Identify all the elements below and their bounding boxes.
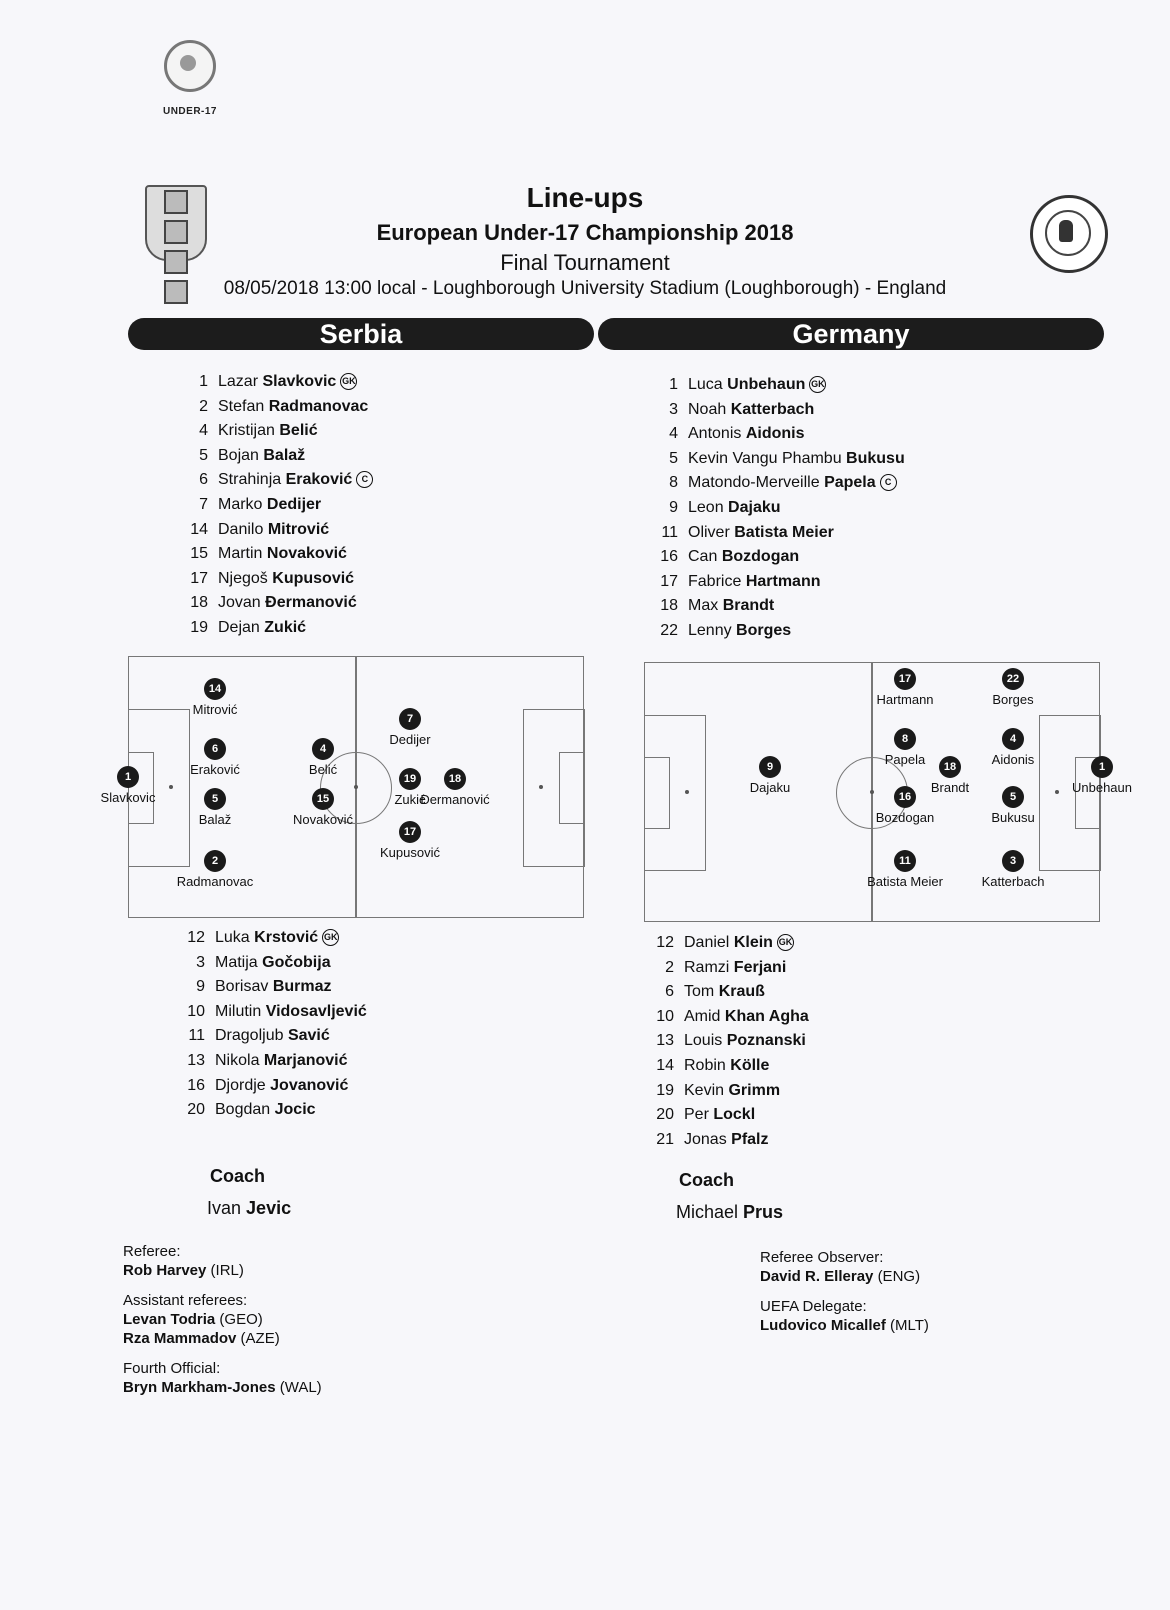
player-first-name: Kevin — [684, 1081, 725, 1099]
player-number: 3 — [196, 953, 205, 971]
player-first-name: Kevin Vangu Phambu — [688, 449, 842, 467]
player-row — [656, 1032, 806, 1054]
player-row — [187, 1052, 348, 1074]
pitch-player — [963, 786, 1063, 825]
player-number-disc: 17 — [894, 668, 916, 690]
assistants-label: Assistant referees: — [123, 1292, 248, 1309]
player-number-disc: 16 — [894, 786, 916, 808]
player-name: Papela — [884, 752, 926, 767]
player-name: Aidonis — [991, 752, 1035, 767]
player-last-name: Batista Meier — [734, 523, 834, 541]
player-first-name: Lenny — [688, 622, 732, 639]
player-first-name: Matija — [215, 953, 258, 971]
player-first-name: Fabrice — [688, 572, 742, 590]
player-first-name: Oliver — [688, 523, 730, 541]
player-last-name: Kölle — [730, 1057, 770, 1074]
player-row — [660, 572, 821, 595]
player-first-name: Strahinja — [218, 471, 282, 489]
player-row — [188, 1027, 330, 1049]
officials-left — [123, 1242, 322, 1397]
delegate-nat: (MLT) — [890, 1317, 929, 1334]
pitch-player — [165, 738, 265, 777]
away-coach-label: Coach — [679, 1170, 735, 1190]
player-number: 17 — [660, 572, 678, 590]
player-last-name: Hartmann — [745, 572, 821, 590]
player-last-name: Krauß — [718, 983, 765, 1001]
player-number: 6 — [199, 471, 208, 489]
player-row — [669, 449, 905, 472]
player-last-name: Đermanović — [265, 594, 357, 612]
player-number: 10 — [187, 1002, 205, 1020]
player-row — [187, 1002, 367, 1025]
player-first-name: Danilo — [218, 520, 264, 538]
player-number-disc: 22 — [1002, 668, 1024, 690]
player-number-disc: 14 — [204, 678, 226, 700]
player-first-name: Njegoš — [218, 569, 268, 587]
player-row — [187, 929, 339, 951]
observer — [760, 1267, 929, 1286]
player-number: 12 — [187, 929, 205, 946]
player-last-name: Katterbach — [730, 400, 815, 418]
fourth-official-label: Fourth Official: — [123, 1360, 221, 1377]
player-row — [669, 400, 815, 423]
player-row — [665, 983, 765, 1005]
player-number: 8 — [669, 474, 678, 492]
player-number: 11 — [661, 523, 678, 541]
home-coach-label: Coach — [210, 1166, 266, 1186]
player-last-name: Brandt — [722, 597, 775, 615]
player-number: 14 — [190, 520, 208, 538]
player-number: 18 — [660, 597, 678, 615]
player-last-name: Slavkovic — [262, 373, 337, 390]
player-first-name: Djordje — [215, 1076, 266, 1094]
player-number: 6 — [665, 983, 674, 1001]
officials-right — [760, 1248, 929, 1335]
assistant-2-name: Rza Mammadov — [123, 1330, 237, 1347]
player-number: 22 — [660, 622, 678, 639]
fourth-official-nat: (WAL) — [279, 1379, 322, 1396]
player-number-disc: 11 — [894, 850, 916, 872]
fourth-official-name: Bryn Markham-Jones — [123, 1379, 276, 1396]
player-last-name: Mitrović — [267, 520, 330, 538]
player-number: 20 — [187, 1101, 205, 1119]
pitch-player — [963, 728, 1063, 767]
player-first-name: Nikola — [215, 1052, 260, 1069]
player-name: Zukić — [394, 792, 426, 807]
player-first-name: Noah — [688, 400, 727, 418]
player-number: 21 — [656, 1130, 674, 1148]
player-row — [199, 446, 306, 469]
player-first-name: Martin — [218, 545, 263, 563]
player-first-name: Tom — [684, 983, 715, 1001]
player-number-disc: 15 — [312, 788, 334, 810]
player-last-name: Bozdogan — [721, 548, 800, 566]
player-row — [669, 425, 805, 447]
player-number-disc: 4 — [312, 738, 334, 760]
player-last-name: Aidonis — [745, 425, 805, 443]
player-row — [199, 397, 369, 420]
observer-nat: (ENG) — [877, 1268, 921, 1285]
player-number: 10 — [656, 1007, 674, 1025]
captain-badge-icon: C — [356, 471, 373, 488]
player-number: 15 — [190, 545, 208, 563]
player-first-name: Milutin — [215, 1002, 262, 1020]
player-first-name: Max — [688, 597, 719, 615]
player-first-name: Daniel — [684, 934, 730, 951]
goalkeeper-badge-icon: GK — [322, 929, 339, 946]
player-first-name: Ramzi — [684, 958, 730, 976]
player-row — [656, 1130, 769, 1153]
player-name: Eraković — [190, 762, 240, 777]
player-number-disc: 18 — [939, 756, 961, 778]
player-row — [190, 520, 330, 543]
player-row — [661, 523, 834, 546]
pitch-player — [405, 768, 505, 807]
delegate — [760, 1316, 929, 1335]
player-last-name: Papela — [824, 474, 876, 492]
player-number: 13 — [187, 1052, 205, 1069]
player-name: Brandt — [930, 780, 970, 795]
player-number: 5 — [669, 449, 678, 467]
assistant-1-name: Levan Todria — [123, 1311, 216, 1328]
player-number: 2 — [199, 397, 208, 415]
player-first-name: Jovan — [218, 594, 261, 612]
player-number-disc: 7 — [399, 708, 421, 730]
left-penalty-spot — [685, 790, 689, 794]
fourth-official — [123, 1378, 322, 1397]
player-row — [665, 958, 787, 981]
pitch-player — [855, 850, 955, 889]
match-info: 08/05/2018 13:00 local - Loughborough University Stadium (Loughborough) - England — [223, 278, 947, 299]
player-last-name: Eraković — [285, 471, 353, 489]
player-last-name: Balaž — [263, 446, 306, 464]
player-last-name: Gočobija — [262, 953, 331, 971]
player-number-disc: 4 — [1002, 728, 1024, 750]
player-row — [199, 496, 322, 518]
player-number: 12 — [656, 934, 674, 951]
player-row — [656, 1106, 756, 1128]
home-team-bar: Serbia — [128, 318, 594, 350]
player-last-name: Jovanović — [270, 1076, 349, 1094]
player-row — [199, 373, 357, 395]
player-number: 14 — [656, 1057, 674, 1074]
player-first-name: Dragoljub — [215, 1027, 284, 1045]
player-row — [656, 1081, 781, 1104]
player-number: 18 — [190, 594, 208, 612]
football-icon — [164, 40, 216, 92]
pitch-player — [1052, 756, 1152, 795]
referee-label: Referee: — [123, 1243, 181, 1260]
player-number-disc: 2 — [204, 850, 226, 872]
player-first-name: Luka — [215, 929, 250, 946]
observer-label: Referee Observer: — [760, 1249, 884, 1266]
player-first-name: Stefan — [218, 397, 265, 415]
player-name: Slavkovic — [100, 790, 156, 805]
player-last-name: Lockl — [713, 1106, 756, 1124]
player-name: Balaž — [198, 812, 232, 827]
away-coach-name — [676, 1202, 783, 1223]
player-row — [669, 499, 781, 521]
goalkeeper-badge-icon: GK — [809, 376, 826, 393]
player-number-disc: 9 — [759, 756, 781, 778]
player-last-name: Grimm — [728, 1081, 781, 1099]
player-last-name: Radmanovac — [268, 397, 369, 415]
home-coach-name — [207, 1198, 291, 1219]
referee — [123, 1261, 322, 1280]
player-number: 3 — [669, 400, 678, 418]
pitch-player — [720, 756, 820, 795]
pitch-player — [165, 788, 265, 827]
player-row — [669, 376, 826, 398]
player-last-name: Kupusović — [272, 569, 355, 587]
player-number-disc: 3 — [1002, 850, 1024, 872]
player-name: Đermanović — [420, 792, 490, 807]
pitch-player — [78, 766, 178, 805]
assistant-1-nat: (GEO) — [219, 1311, 263, 1328]
player-row — [660, 548, 800, 570]
pitch-player — [165, 678, 265, 717]
player-row — [669, 474, 897, 496]
player-first-name: Louis — [684, 1032, 723, 1050]
player-number: 4 — [199, 422, 208, 440]
player-number-disc: 17 — [399, 821, 421, 843]
player-last-name: Borges — [736, 622, 792, 639]
assistant-1 — [123, 1310, 322, 1329]
player-number: 20 — [656, 1106, 674, 1124]
pitch-player — [360, 708, 460, 747]
player-last-name: Zukić — [264, 619, 307, 636]
player-row — [187, 1101, 316, 1123]
player-first-name: Can — [688, 548, 718, 566]
player-number: 2 — [665, 958, 674, 976]
player-first-name: Jonas — [684, 1130, 727, 1148]
right-goal-box — [559, 752, 585, 824]
player-number: 19 — [656, 1081, 674, 1099]
player-last-name: Unbehaun — [727, 376, 806, 393]
player-last-name: Jocic — [274, 1101, 316, 1119]
player-number: 9 — [669, 499, 678, 516]
player-row — [190, 545, 347, 567]
player-row — [190, 569, 355, 592]
away-team-bar: Germany — [598, 318, 1104, 350]
player-last-name: Pfalz — [731, 1130, 769, 1148]
player-first-name: Lazar — [218, 373, 259, 390]
player-number: 16 — [660, 548, 678, 566]
home-coach-first: Ivan — [207, 1198, 242, 1218]
player-last-name: Ferjani — [733, 958, 787, 976]
player-number-disc: 18 — [444, 768, 466, 790]
player-number-disc: 5 — [1002, 786, 1024, 808]
player-number: 7 — [199, 496, 208, 513]
player-row — [660, 597, 775, 619]
player-first-name: Amid — [684, 1007, 721, 1025]
delegate-label: UEFA Delegate: — [760, 1298, 867, 1315]
player-first-name: Antonis — [688, 425, 742, 443]
player-row — [656, 1057, 770, 1079]
away-coach-last: Prus — [743, 1202, 784, 1222]
goalkeeper-badge-icon: GK — [777, 934, 794, 951]
player-first-name: Leon — [688, 499, 724, 516]
delegate-name: Ludovico Micallef — [760, 1317, 886, 1334]
page-title: Line-ups — [526, 182, 644, 213]
player-first-name: Luca — [688, 376, 723, 393]
player-number-disc: 8 — [894, 728, 916, 750]
player-name: Dajaku — [749, 780, 791, 795]
pitch-player — [165, 850, 265, 889]
pitch-player — [273, 788, 373, 827]
player-row — [656, 1007, 809, 1030]
player-name: Borges — [992, 692, 1034, 707]
player-number-disc: 19 — [399, 768, 421, 790]
player-name: Novaković — [293, 812, 353, 827]
player-name: Bozdogan — [875, 810, 935, 825]
player-first-name: Dejan — [218, 619, 260, 636]
player-number: 4 — [669, 425, 678, 443]
uefa-u17-logo — [150, 40, 230, 140]
referee-name: Rob Harvey — [123, 1262, 207, 1279]
player-first-name: Matondo-Merveille — [688, 474, 820, 492]
player-number: 17 — [190, 569, 208, 587]
captain-badge-icon: C — [880, 474, 897, 491]
player-number: 13 — [656, 1032, 674, 1050]
right-penalty-spot — [539, 785, 543, 789]
player-first-name: Robin — [684, 1057, 726, 1074]
player-last-name: Belić — [279, 422, 318, 440]
player-first-name: Marko — [218, 496, 263, 513]
player-name: Katterbach — [981, 874, 1045, 889]
left-goal-box — [644, 757, 670, 829]
home-coach-last: Jevic — [246, 1198, 292, 1218]
player-last-name: Bukusu — [846, 449, 905, 467]
player-name: Batista Meier — [867, 874, 943, 889]
player-last-name: Krstović — [254, 929, 319, 946]
player-last-name: Vidosavljević — [265, 1002, 367, 1020]
player-name: Hartmann — [876, 692, 934, 707]
competition-title: European Under-17 Championship 2018 — [376, 220, 794, 245]
player-number-disc: 1 — [1091, 756, 1113, 778]
player-last-name: Savić — [287, 1027, 330, 1045]
pitch-player — [360, 821, 460, 860]
player-last-name: Marjanović — [263, 1052, 348, 1069]
player-last-name: Poznanski — [726, 1032, 806, 1050]
player-number-disc: 1 — [117, 766, 139, 788]
player-row — [660, 622, 792, 644]
player-name: Kupusović — [380, 845, 440, 860]
pitch-player — [855, 786, 955, 825]
player-number: 9 — [196, 978, 205, 996]
pitch-player — [855, 668, 955, 707]
assistant-2 — [123, 1329, 322, 1348]
player-row — [190, 619, 307, 641]
goalkeeper-badge-icon: GK — [340, 373, 357, 390]
player-row — [199, 471, 373, 493]
player-number: 11 — [188, 1027, 205, 1045]
player-row — [199, 422, 318, 444]
player-number: 5 — [199, 446, 208, 464]
player-row — [187, 1076, 349, 1099]
player-number: 19 — [190, 619, 208, 636]
observer-name: David R. Elleray — [760, 1268, 874, 1285]
away-coach-first: Michael — [676, 1202, 739, 1222]
player-name: Radmanovac — [176, 874, 254, 889]
player-first-name: Bojan — [218, 446, 259, 464]
player-name: Mitrović — [192, 702, 238, 717]
player-number-disc: 5 — [204, 788, 226, 810]
player-last-name: Khan Agha — [724, 1007, 809, 1025]
logo-text: UNDER-17 — [162, 106, 217, 117]
player-first-name: Bogdan — [215, 1101, 271, 1119]
player-row — [196, 978, 332, 1000]
player-number: 16 — [187, 1076, 205, 1094]
player-name: Bukusu — [991, 810, 1035, 825]
player-number-disc: 6 — [204, 738, 226, 760]
player-first-name: Per — [684, 1106, 709, 1124]
stage-title: Final Tournament — [500, 250, 670, 275]
player-number: 1 — [199, 373, 208, 390]
player-name: Dedijer — [389, 732, 431, 747]
player-last-name: Novaković — [266, 545, 347, 563]
assistant-2-nat: (AZE) — [240, 1330, 280, 1347]
player-last-name: Klein — [733, 934, 773, 951]
player-row — [196, 953, 331, 976]
pitch-player — [963, 850, 1063, 889]
pitch-player — [963, 668, 1063, 707]
referee-nat: (IRL) — [210, 1262, 244, 1279]
player-last-name: Dajaku — [728, 499, 781, 516]
pitch-player — [273, 738, 373, 777]
player-name: Unbehaun — [1072, 780, 1132, 795]
player-last-name: Dedijer — [266, 496, 322, 513]
player-row — [656, 934, 794, 956]
player-name: Belić — [308, 762, 338, 777]
player-first-name: Borisav — [215, 978, 269, 996]
player-last-name: Burmaz — [272, 978, 332, 996]
player-number: 1 — [669, 376, 678, 393]
player-first-name: Kristijan — [218, 422, 275, 440]
player-row — [190, 594, 357, 616]
